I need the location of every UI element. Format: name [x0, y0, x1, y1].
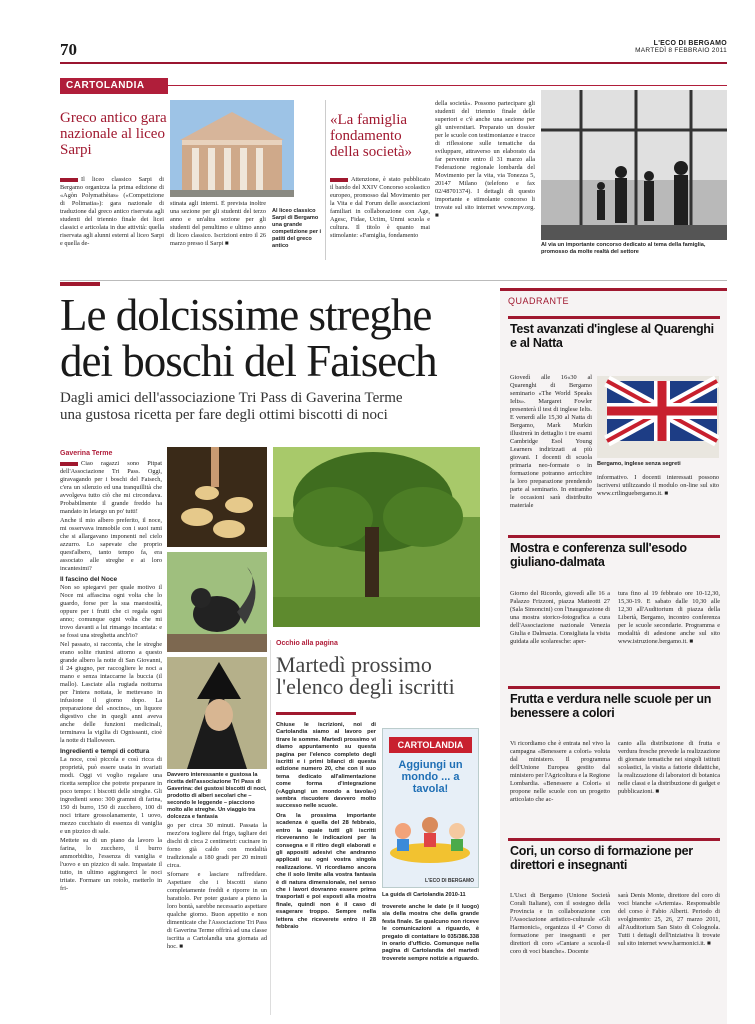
main-caption: Davvero interessante e gustosa la ricetta dell'associazione Tri Pass di Gaverina: dei gustosi biscotti di noci, prodotto di alberi secolari che – secondo le leggende – piacciono molto alle streghe. Un viaggio tra dolcezza e fantasia [167, 772, 267, 820]
main-paragraph: La noce, così piccola e così ricca di proprietà, può essere usata in svariati modi. Oggi vi voglio regalare una ricetta semplice che potrete preparare in poco tempo: i biscotti delle streghe. Gli ingredienti sono: 300 grammi di farina, 150 di burro, 150 di zucchero, 100 di noci tritare grossolanamente, 1 uovo, mezzo cucchiaio di essenza di vaniglia e un pizzico di sale. [60, 756, 162, 835]
q3-body-col2: canto alla distribuzione di frutta e verdura fresche prevede la realizzazione di giornate tematiche nei singoli istituti scolastici, la visita a fattorie didattiche, la realizzazione di laboratori di botanica nelle classi e la distribuzione di gadget e pubblicazioni. ■ [618, 740, 720, 795]
column-divider [270, 640, 271, 1015]
poster-illustration [383, 801, 478, 871]
occhio-title [276, 654, 486, 698]
art1-body-col2: stinata agli interni. È prevista inoltre una sezione per gli studenti del terzo anno e un'altra sezione per gli studenti del penultimo e ultimo anno di liceo classico. Iscrizioni entro il 26 marzo presso il Sarpi ■ [170, 200, 266, 247]
q2-rule [508, 535, 720, 538]
witch-photo [167, 657, 267, 769]
biscuits-photo [167, 447, 267, 547]
section-divider [60, 280, 727, 281]
column-divider [325, 100, 326, 260]
art2-photo [541, 90, 727, 240]
q4-body-col1: L'Usci di Bergamo (Unione Società Corali Italiane), con il sostegno della Provincia e in collaborazione con l'Associazione artistico-culturale «Gli Harmonici», organizza il 4° Corso di formazione per insegnanti e per direttori di coro «Cantare a scuola-il coro di voci bianche». Docente [510, 892, 610, 955]
quadrante-top-rule [500, 288, 727, 291]
main-subhead: Il fascino del Noce [60, 576, 118, 583]
q1-title: Test avanzati d'inglese al Quarenghi e al Natta [510, 322, 714, 350]
q2-title: Mostra e conferenza sull'esodo giuliano-dalmata [510, 541, 687, 569]
q1-body-col2: informativo. I docenti interessati possono iscriversi utilizzando il modulo on-line sul sito www.crtlinguebergamo.it. ■ [597, 474, 719, 497]
occhio-title-line1: Martedì prossimo [276, 652, 432, 677]
occhio-paragraph: Ora la prossima importante scadenza è quella del 28 febbraio, entro la quale tutti gli iscritti riceveranno le indicazioni per la consegna e il ritiro degli elaborati e gli appositi adesivi che andranno applicati su ogni vostra singola realizzazione. Vi ricordiamo ancora che il solo limite alla vostra fantasia è di natura dimensionale, nel senso che i lavori dovranno essere prima trasportati e poi esposti alla mostra finale, quindi non è il caso di esagerare troppo. Sempre nella lettera che riceverete entro il 28 febbraio [276, 812, 376, 930]
q4-rule [508, 838, 720, 841]
main-paragraph: Nel passato, si racconta, che le streghe erano solite riunirsi attorno a questo grande albero la notte di San Giovanni, il 24 giugno, per raccogliere le noci a mano e senza intaccarne la buccia (il mallo). Lasciate alla rugiada notturna per l'intera nottata, le mettevano in infusione il giorno dopo. La preparazione del «nocino», un liquore digestivo che in quegli anni aveva anche delle funzioni medicinali, terminava la vigilia di Ognissanti, cioè la notte di Halloween. [60, 641, 162, 744]
page-number: 70 [60, 40, 77, 59]
main-paragraph: Ciao ragazzi sono Pitpat dell'Associazione Tri Pass. Oggi, giravagando per i boschi del Faisech, c'era un silenzio ed una tranquillità che avvolgeva tutto ciò che mi circondava. Probabilmente il grande freddo ha mandato in letargo un po' tutti! [60, 460, 162, 515]
quadrante-label: QUADRANTE [508, 296, 570, 306]
occhio-title-line2: l'elenco degli iscritti [276, 674, 455, 699]
main-paragraph: Sfornare e lasciare raffreddare. Aspettare che i biscotti siano completamente freddi e riporre in un barattolo. Per poter gustare a pieno la loro bontà, sarebbe necessario aspettare qualche giorno. Buon appetito e non dimenticate che l'Associazione Tri Pass di Gaverina Terme offrirà ad una classe iscritta a Cartolandia una giornata ad hoc. ■ [167, 871, 267, 950]
main-paragraph: go per circa 30 minuti. Passata la mezz'ora togliere dal frigo, tagliare dei dischi di circa 2 centimetri: cucinare in forno già caldo con modalità tradizionale a 180 gradi per 20 minuti circa. [167, 822, 267, 869]
main-title-line1: Le dolcissime streghe [60, 290, 432, 340]
occhio-paragraph: Chiuse le iscrizioni, noi di Cartolandia siamo al lavoro per tirare le somme. Martedì prossimo vi diamo appuntamento su questa pagina per l'elenco completo degli iscritti e i primi bilanci di questa edizione numero 20, che con il suo tema dedicato all'alimentazione come forma d'integrazione («Aggiungi un mondo a tavola») sembra riscuotere davvero molto successo nelle scuole. [276, 722, 376, 810]
publication-name: L'ECO DI BERGAMO [653, 40, 727, 47]
title-accent-bar [60, 282, 100, 286]
art1-photo [170, 100, 294, 197]
walnut-tree-photo [273, 447, 480, 627]
q3-title: Frutta e verdura nelle scuole per un benessere a colori [510, 692, 712, 720]
q1-caption: Bergamo, inglese senza segreti [597, 461, 681, 467]
header-rule [60, 62, 727, 64]
occhio-kicker: Occhio alla pagina [276, 640, 338, 647]
poster-slogan: Aggiungi un mondo ... a tavola! [398, 759, 463, 795]
section-rule [168, 85, 727, 86]
main-title-line2: dei boschi del Faisech [60, 336, 437, 386]
q3-body-col1: Vi ricordiamo che è entrata nel vivo la campagna «Benessere a colori» voluta dal ministero. Il programma dell'Unione Europea gestito dal ministero per l'Agricoltura e la Regione Lombardia. «Benessere a Colori» si propone nelle scuole con un progetto articolato che ac- [510, 740, 610, 803]
main-subtitle [60, 390, 500, 424]
main-subtitle-line1: Dagli amici dell'associazione Tri Pass di Gaverina Terme [60, 390, 403, 406]
occhio-body-col2: troverete anche le date (e il luogo) sia della mostra che della grande festa finale. Se qualcuno non riceve le comunicazioni a riguardo, è pregato di contattare lo 035/386.338 in orario d'ufficio. Comunque nella pagina di Cartolandia del martedì troverete sempre notizie a riguardo. [382, 904, 479, 962]
publication-date: MARTEDÌ 8 FEBBRAIO 2011 [635, 47, 727, 54]
art2-title: «La famiglia fondamento della società» [330, 112, 413, 160]
poster-caption: La guida di Cartolandia 2010-11 [382, 892, 466, 898]
squirrel-photo [167, 552, 267, 652]
poster-footer: L'ECO DI BERGAMO [425, 878, 474, 884]
main-body-col2 [167, 822, 267, 1015]
art2-body-col1: Attenzione, è stato pubblicato il bando del XXIV Concorso scolastico europeo, promosso dal Movimento per la Vita e dal Forum delle associazioni familiari in collaborazione con Age, Agesc, Fidae, Uciim, Unmi scuola e cultura. Il titolo è quanto mai stimolante: «Famiglia, fondamento [330, 176, 430, 260]
q1-body-col1: Giovedì alle 16«30 al Quarenghi di Bergamo seminario «The World Speaks Ielts». Margaret Fowler presenterà il test di inglese Ielts. E venerdì alle 15,30 al Natta di Bergamo, Mark Murkin illustrerà in dettaglio i tre esami Cambridge Esol Young Learners indirizzati ai più giovani. I docenti di scuola primaria neo-formate o in formazione potranno arricchire la loro preparazione prendendo parte al seminario. In entrambe le occasioni sarà distribuito materiale [510, 374, 592, 509]
main-body-col1 [60, 460, 162, 1015]
main-kicker: Gaverina Terme [60, 450, 113, 457]
uk-flag-photo [597, 376, 719, 458]
q4-body-col2: sarà Denis Monte, direttore del coro di voci bianche «Artemia». Responsabile del corso è Fabio Alberti. Periodo di svolgimento: 25, 26, 27 marzo 2011, all'Auditorium San Sisto di Colognola. Tutti i dettagli dell'iniziativa li trovate sul sito internet www.harmonici.it. ■ [618, 892, 720, 947]
main-subtitle-line2: una gustosa ricetta per fare degli ottimi biscotti di noci [60, 407, 388, 423]
poster-brand: CARTOLANDIA [389, 737, 472, 753]
art1-caption: Al liceo classico Sarpi di Bergamo una grande competizione per i patiti del greco antico [272, 208, 322, 249]
masthead [635, 40, 727, 54]
art2-body-col2: della società». Possono partecipare gli studenti del triennio finale delle superiori e c'è anche una sezione per gli universitari. Preparato un dossier per le scuole con testimonianze e tracce di riflessione sulle tematiche da sviluppare, attraverso un elaborato da far pervenire entro il 31 marzo alla Federazione regionale lombarda del Movimento per la vita, via Tonezza 5, 20147 Milano (telefono e fax 02/48701374). I dettagli di questo importante e stimolante concorso li trovate sul sito internet www.mpv.org. ■ [435, 100, 535, 219]
occhio-body-col1 [276, 722, 376, 1014]
q3-rule [508, 686, 720, 689]
main-paragraph: Non so spiegarvi per quale motivo il Noce mi affascina ogni volta che lo guardo, forse per la sua maestosità, oppure per i frutti che ci regala ogni anno; comunque ogni volta che mi trovo davanti a lui rimango incantata: e se fossi una streghetta anch'io? [60, 584, 162, 639]
q2-body-col2: tura fino al 19 febbraio ore 10-12,30, 15,30-19. E sabato dalle 10,30 alle 12,30 all'Auditorium di piazza della Libertà, Bergamo, incontro conferenza per le scuole secondarie. Programma e modalità di adesione anche sul sito www.istruzione.bergamo.it. ■ [618, 590, 720, 645]
main-subhead: Ingredienti e tempi di cottura [60, 748, 150, 755]
main-paragraph: Mettete su di un piano da lavoro la farina, lo zucchero, il burro ammorbidito, l'essenza di vaniglia e l'uovo e un pizzico di sale. Impastate il tutto, in ultimo aggiungerci le noci tritate. Formare un rotolo, metterlo in fri- [60, 837, 162, 892]
q4-title: Cori, un corso di formazione per direttori e insegnanti [510, 844, 693, 872]
main-paragraph: Anche il mio albero preferito, il noce, mi osservava immobile con i suoi rami che si allargavano imponenti nel cielo azzurro. Lo sapevate che proprio quest'albero, tanto tempo fa, era associato alle streghe e ai loro incantesimi? [60, 517, 162, 572]
q1-rule [508, 316, 720, 319]
cartolandia-poster [382, 728, 479, 888]
q2-body-col1: Giorno del Ricordo, giovedì alle 16 a Palazzo Frizzoni, piazza Matteotti 27 (Sala Simoncini) con l'inaugurazione di una mostra storico-fotografica a cura dell'Associazione nazionale Venezia Giulia e Dalmazia. Consigliata la visita guidata alle scolaresche: aper- [510, 590, 610, 645]
occhio-rule [276, 712, 356, 715]
main-title [60, 292, 500, 384]
art2-caption: Al via un importante concorso dedicato al tema della famiglia, promosso da molte realtà del settore [541, 242, 706, 255]
section-label: CARTOLANDIA [60, 78, 168, 94]
art1-title: Greco antico gara nazionale al liceo Sarpi [60, 110, 167, 158]
art1-body-col1: Il liceo classico Sarpi di Bergamo organizza la prima edizione di «Agòn Polymathèias» («Competizione di Polimatia»): gara nazionale di traduzione dal greco antico riservata agli studenti del triennio finale dei licei classici e articolata in due attività: quella riservata agli alunni esterni al liceo Sarpi e quella de- [60, 176, 164, 260]
